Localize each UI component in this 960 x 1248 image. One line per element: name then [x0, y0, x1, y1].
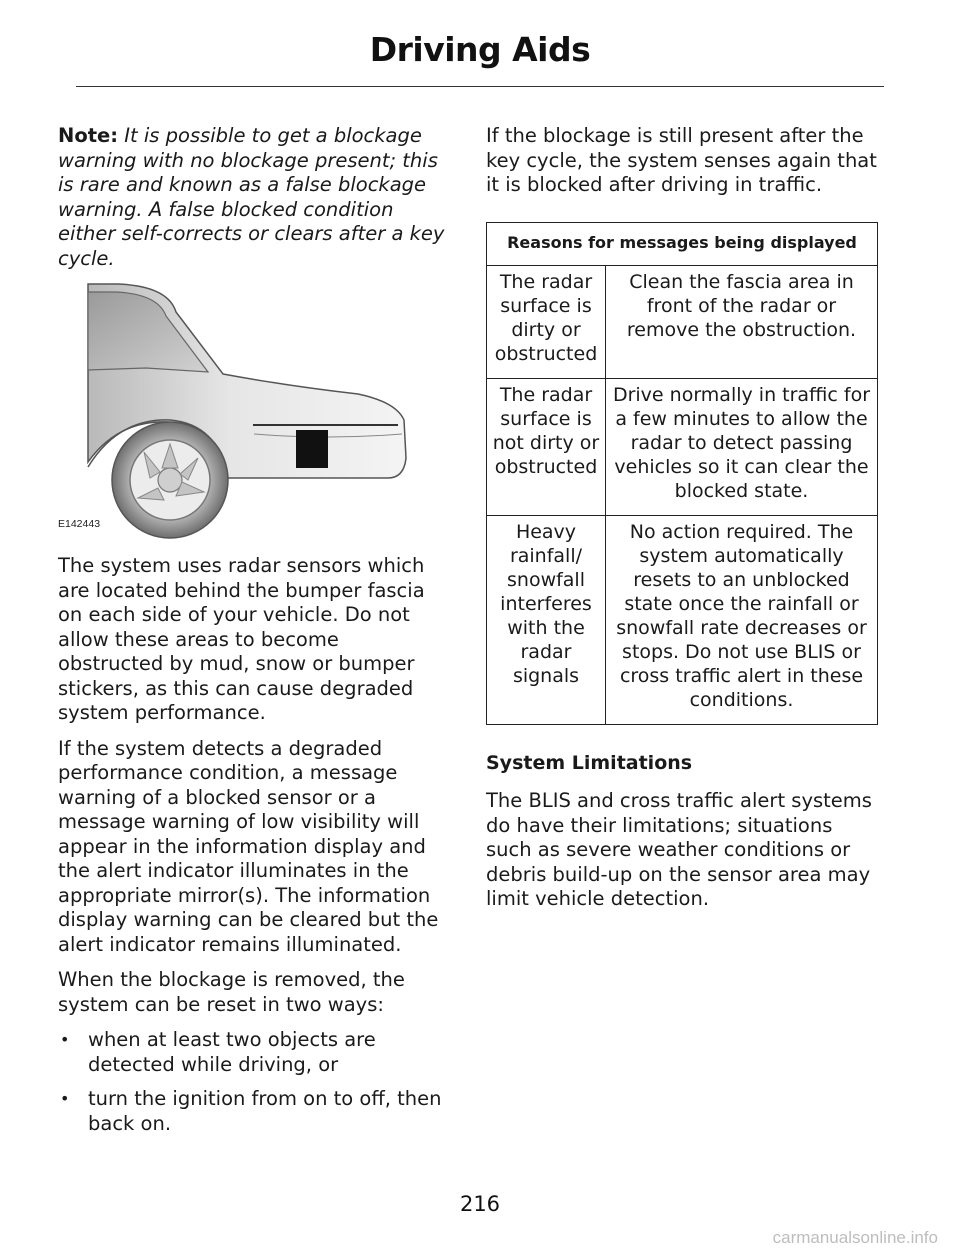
note-text: It is possible to get a blockage warning with no blockage present; this is rare and known as a false blockage warning. A false blocked condition either self-corrects or clears after a key cycle.	[58, 124, 445, 270]
table-header: Reasons for messages being displayed	[487, 222, 878, 265]
car-bumper-drawing	[58, 282, 410, 540]
body-paragraph: When the blockage is removed, the system can be reset in two ways:	[58, 968, 405, 1016]
list-item	[58, 1087, 448, 1136]
watermark: carmanualsonline.info	[772, 1228, 938, 1247]
reset-methods-list	[58, 1028, 448, 1136]
section-heading: System Limitations	[486, 751, 693, 774]
header-divider	[76, 86, 884, 87]
bullet-icon: •	[60, 1089, 70, 1108]
body-paragraph: If the system detects a degraded performance condition, a message warning of a blocked sensor or a message warning of low visibility will appear in the information display and the alert indicator illuminates in the appropriate mirror(s). The information display warning can be cleared but the alert indicator remains illuminated.	[58, 736, 439, 956]
reason-cell: The radar surface is not dirty or obstructed	[487, 378, 606, 515]
reason-cell: Heavy rainfall/ snowfall interferes with the radar signals	[487, 515, 606, 724]
action-cell: No action required. The system automatically resets to an unblocked state once the rainfall or snowfall rate decreases or stops. Do not use BLIS or cross traffic alert in these conditions.	[606, 515, 878, 724]
note-paragraph	[58, 124, 448, 271]
reason-cell: The radar surface is dirty or obstructed	[487, 265, 606, 378]
vehicle-rear-illustration	[58, 282, 410, 540]
left-column	[58, 124, 448, 1146]
intro-paragraph: If the blockage is still present after the key cycle, the system senses again that it is blocked after driving in traffic.	[486, 124, 877, 196]
page-number: 216	[459, 1192, 501, 1216]
body-paragraph: The system uses radar sensors which are located behind the bumper fascia on each side of your vehicle. Do not allow these areas to become obstructed by mud, snow or bumper stickers, as this can cause degraded system performance.	[58, 554, 425, 724]
action-cell: Clean the fascia area in front of the radar or remove the obstruction.	[606, 265, 878, 378]
page-title: Driving Aids	[369, 30, 591, 69]
note-label: Note:	[58, 124, 119, 147]
section-paragraph: The BLIS and cross traffic alert systems do have their limitations; situations such as severe weather conditions or debris build-up on the sensor area may limit vehicle detection.	[486, 789, 872, 910]
reasons-table	[486, 222, 878, 725]
bullet-icon: •	[60, 1030, 70, 1049]
list-item	[58, 1028, 448, 1077]
table-row	[487, 515, 878, 724]
figure-code: E142443	[58, 517, 101, 530]
action-cell: Drive normally in traffic for a few minutes to allow the radar to detect passing vehicles so it can clear the blocked state.	[606, 378, 878, 515]
list-item-text: when at least two objects are detected while driving, or	[88, 1028, 376, 1076]
table-row	[487, 378, 878, 515]
table-row	[487, 265, 878, 378]
list-item-text: turn the ignition from on to off, then back on.	[88, 1087, 442, 1135]
right-column	[486, 124, 880, 923]
